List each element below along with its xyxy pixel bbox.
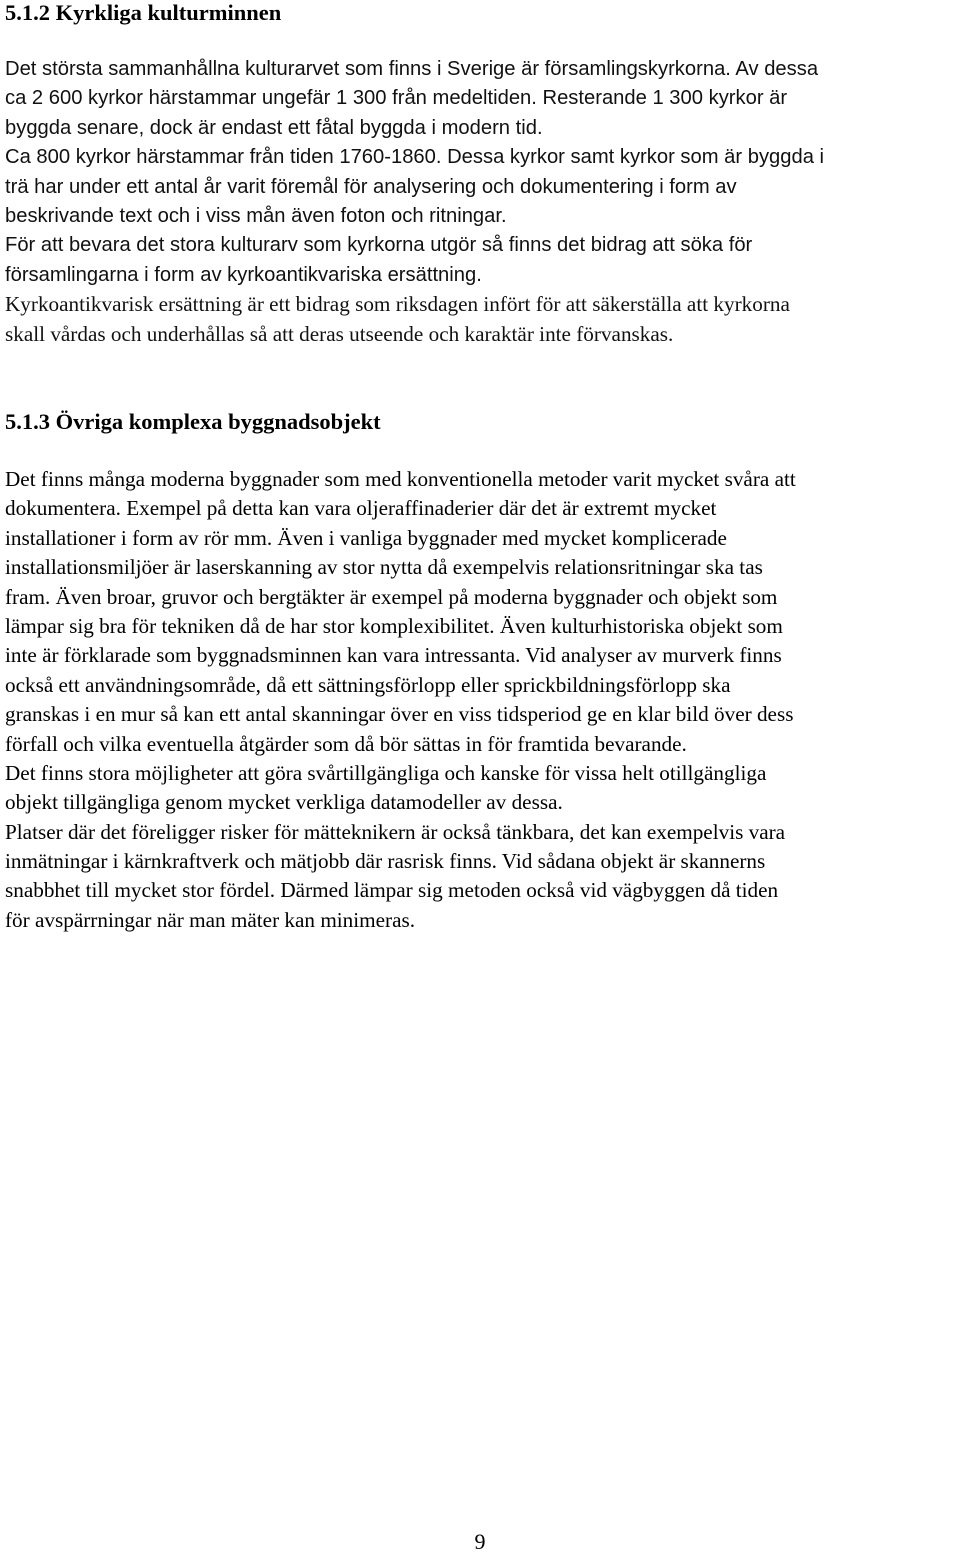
section-body-ovriga-komplexa-byggnadsobjekt xyxy=(5,465,960,935)
paragraph-line: inmätningar i kärnkraftverk och mätjobb där rasrisk finns. Vid sådana objekt är skannerns xyxy=(5,849,766,874)
paragraph-line: lämpar sig bra för tekniken då de har stor komplexibilitet. Även kulturhistoriska objekt som xyxy=(5,613,783,638)
paragraph-line: beskrivande text och i viss mån även foton och ritningar. xyxy=(5,204,507,227)
section-body-kyrkliga-kulturminnen xyxy=(5,55,960,349)
paragraph-line: församlingarna i form av kyrkoantikvariska ersättning. xyxy=(5,263,482,286)
paragraph-line: byggda senare, dock är endast ett fåtal byggda i modern tid. xyxy=(5,116,543,139)
paragraph-line: Ca 800 kyrkor härstammar från tiden 1760-1860. Dessa kyrkor samt kyrkor som är byggda i xyxy=(5,146,825,169)
paragraph-line: ca 2 600 kyrkor härstammar ungefär 1 300 från medeltiden. Resterande 1 300 kyrkor är xyxy=(5,87,788,110)
paragraph-line: snabbhet till mycket stor fördel. Därmed lämpar sig metoden också vid vägbyggen då tiden xyxy=(5,878,779,903)
paragraph-line: Det finns många moderna byggnader som med konventionella metoder varit mycket svåra att xyxy=(5,467,796,491)
paragraph-line: För att bevara det stora kulturarv som kyrkorna utgör så finns det bidrag att söka för xyxy=(5,234,753,257)
paragraph-line: installationer i form av rör mm. Även i vanliga byggnader med mycket komplicerade xyxy=(5,525,727,550)
paragraph-line: skall vårdas och underhållas så att deras utseende och karaktär inte förvanskas. xyxy=(5,321,674,346)
paragraph-line: Platser där det föreligger risker för mätteknikern är också tänkbara, det kan exempelvis vara xyxy=(5,819,786,844)
paragraph-line: Kyrkoantikvarisk ersättning är ett bidrag som riksdagen infört för att säkerställa att kyrkorna xyxy=(5,292,790,317)
paragraph-line: objekt tillgängliga genom mycket verkliga datamodeller av dessa. xyxy=(5,790,563,815)
section-heading-ovriga-komplexa-byggnadsobjekt: 5.1.3 Övriga komplexa byggnadsobjekt xyxy=(5,409,381,434)
paragraph-line: för avspärrningar när man mäter kan minimeras. xyxy=(5,907,416,932)
paragraph-line: installationsmiljöer är laserskanning av stor nytta då exempelvis relationsritningar ska tas xyxy=(5,555,763,580)
paragraph-line: inte är förklarade som byggnadsminnen kan vara intressanta. Vid analyser av murverk finns xyxy=(5,643,782,668)
page-number: 9 xyxy=(474,1529,486,1554)
paragraph-line: Det största sammanhållna kulturarvet som finns i Sverige är församlingskyrkorna. Av dessa xyxy=(5,58,819,80)
paragraph-line: fram. Även broar, gruvor och bergtäkter är exempel på moderna byggnader och objekt som xyxy=(5,584,778,609)
paragraph-line: trä har under ett antal år varit föremål för analysering och dokumentering i form av xyxy=(5,175,737,198)
paragraph-line: Det finns stora möjligheter att göra svårtillgängliga och kanske för vissa helt otillgängliga xyxy=(5,760,767,785)
paragraph-line: granskas i en mur så kan ett antal skanningar över en viss tidsperiod ge en klar bild över dess xyxy=(5,702,794,727)
paragraph-line: dokumentera. Exempel på detta kan vara oljeraffinaderier där det är extremt mycket xyxy=(5,496,717,521)
paragraph-line: också ett användningsområde, då ett sättningsförlopp eller sprickbildningsförlopp ska xyxy=(5,672,731,697)
section-heading-kyrkliga-kulturminnen: 5.1.2 Kyrkliga kulturminnen xyxy=(5,0,282,25)
paragraph-line: förfall och vilka eventuella åtgärder som då bör sättas in för framtida bevarande. xyxy=(5,731,687,756)
